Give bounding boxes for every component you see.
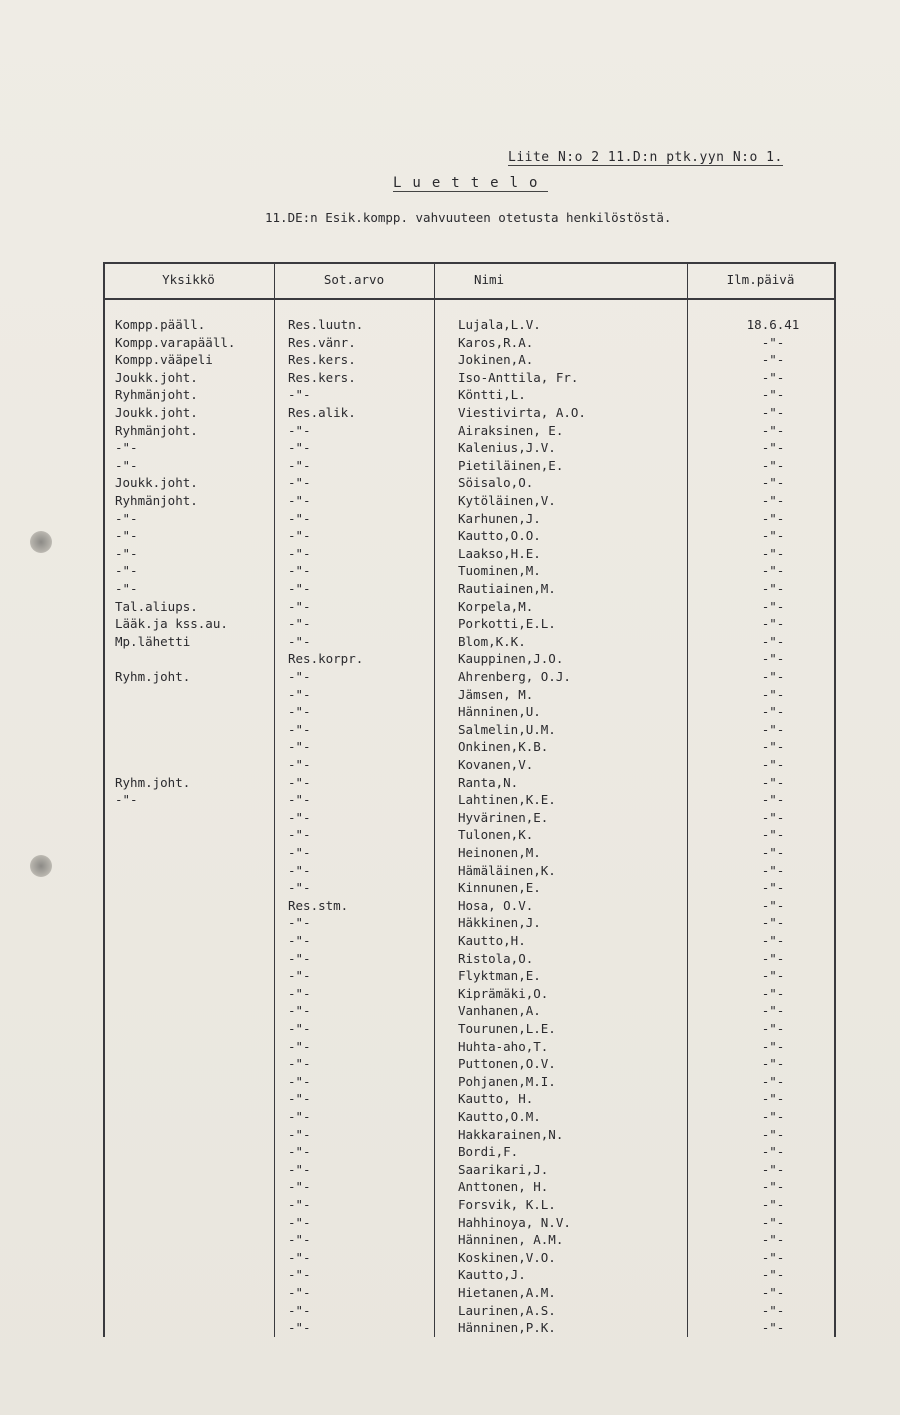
cell-date: -"- <box>761 387 785 403</box>
cell-unit: Mp.lähetti <box>115 633 191 649</box>
cell-name: Kautto,H. <box>458 933 526 948</box>
cell-date: -"- <box>761 721 785 737</box>
table-row <box>103 845 836 863</box>
header-unit: Yksikkö <box>162 272 215 287</box>
cell-name: Hosa, O.V. <box>458 897 534 913</box>
cell-unit: Ryhm.joht. <box>115 669 191 684</box>
cell-unit: -"- <box>115 440 138 456</box>
header-rank: Sot.arvo <box>323 272 385 287</box>
cell-name: Puttonen,O.V. <box>458 1056 556 1072</box>
cell-rank: -"- <box>288 1179 311 1195</box>
table-row <box>103 722 836 740</box>
cell-name: Tourunen,L.E. <box>458 1021 556 1036</box>
table-top-rule <box>103 262 836 264</box>
cell-unit: Ryhmänjoht. <box>115 422 198 438</box>
cell-rank: -"- <box>288 1302 311 1318</box>
cell-rank: -"- <box>288 563 311 579</box>
table-row <box>103 1215 836 1233</box>
cell-date: -"- <box>761 1267 785 1283</box>
cell-name: Hänninen,U. <box>458 704 541 720</box>
cell-date: -"- <box>761 1320 785 1336</box>
cell-unit: Ryhm.joht. <box>115 774 191 790</box>
cell-date: -"- <box>761 422 785 438</box>
cell-date: -"- <box>761 1161 785 1177</box>
table-row <box>103 1250 836 1268</box>
cell-name: Onkinen,K.B. <box>458 739 549 755</box>
cell-name: Pietiläinen,E. <box>458 457 564 473</box>
header-name: Nimi <box>473 272 505 287</box>
document-subtitle: 11.DE:n Esik.kompp. vahvuuteen otetusta henkilöstöstä. <box>265 210 672 225</box>
table-row <box>103 951 836 969</box>
cell-rank: -"- <box>288 1232 311 1248</box>
cell-date: -"- <box>761 686 785 702</box>
table-row <box>103 335 836 353</box>
cell-name: Kalenius,J.V. <box>458 440 556 456</box>
cell-name: Tulonen,K. <box>458 827 534 843</box>
cell-name: Karhunen,J. <box>458 510 541 526</box>
cell-name: Karos,R.A. <box>458 334 534 350</box>
cell-name: Flyktman,E. <box>458 968 541 984</box>
cell-date: -"- <box>761 1126 785 1142</box>
table-row <box>103 915 836 933</box>
cell-name: Ristola,O. <box>458 950 534 966</box>
cell-name: Saarikari,J. <box>458 1161 549 1177</box>
cell-name: Anttonen, H. <box>458 1179 549 1195</box>
cell-name: Kautto,O.O. <box>458 528 541 544</box>
personnel-table <box>103 262 836 1337</box>
cell-rank: -"- <box>288 757 311 772</box>
cell-rank: -"- <box>288 1214 311 1230</box>
table-row <box>103 775 836 793</box>
table-row <box>103 986 836 1004</box>
cell-rank: -"- <box>288 1126 311 1142</box>
cell-date: -"- <box>761 739 785 755</box>
cell-rank: -"- <box>288 809 311 825</box>
table-row <box>103 546 836 564</box>
cell-rank: -"- <box>288 1056 311 1072</box>
table-row <box>103 1127 836 1145</box>
cell-rank: Res.korpr. <box>288 651 364 667</box>
table-row <box>103 1003 836 1021</box>
cell-rank: -"- <box>288 457 311 473</box>
cell-name: Kautto,J. <box>458 1267 526 1283</box>
cell-name: Lahtinen,K.E. <box>458 792 556 808</box>
table-row <box>103 387 836 405</box>
cell-date: -"- <box>761 510 785 526</box>
cell-name: Pohjanen,M.I. <box>458 1073 556 1089</box>
cell-date: -"- <box>761 1073 785 1089</box>
cell-rank: -"- <box>288 774 311 790</box>
cell-name: Kautto, H. <box>458 1091 534 1107</box>
cell-name: Hahhinoya, N.V. <box>458 1214 571 1230</box>
cell-rank: -"- <box>288 792 311 808</box>
table-row <box>103 739 836 757</box>
cell-name: Koskinen,V.O. <box>458 1249 556 1265</box>
cell-rank: -"- <box>288 1091 311 1107</box>
punch-hole <box>30 855 52 877</box>
cell-rank: -"- <box>288 1249 311 1265</box>
table-row <box>103 599 836 617</box>
cell-date: -"- <box>761 651 785 667</box>
cell-rank: -"- <box>288 950 311 966</box>
table-row <box>103 493 836 511</box>
table-row <box>103 651 836 669</box>
cell-date: -"- <box>761 1109 785 1124</box>
cell-date: -"- <box>761 493 785 508</box>
table-row <box>103 669 836 687</box>
cell-rank: -"- <box>288 598 311 614</box>
table-row <box>103 1021 836 1039</box>
table-row <box>103 581 836 599</box>
cell-rank: -"- <box>288 475 311 491</box>
cell-date: -"- <box>761 792 785 808</box>
table-row <box>103 317 836 335</box>
table-row <box>103 1091 836 1109</box>
cell-name: Porkotti,E.L. <box>458 616 556 632</box>
table-row <box>103 511 836 529</box>
cell-date: -"- <box>761 985 785 1001</box>
cell-name: Hänninen, A.M. <box>458 1232 564 1248</box>
cell-date: -"- <box>761 669 785 684</box>
cell-date: -"- <box>761 352 785 368</box>
cell-rank: -"- <box>288 1003 311 1019</box>
cell-rank: -"- <box>288 1038 311 1054</box>
cell-rank: Res.kers. <box>288 352 356 368</box>
cell-date: -"- <box>761 809 785 825</box>
table-row <box>103 1179 836 1197</box>
cell-date: -"- <box>761 968 785 984</box>
table-row <box>103 827 836 845</box>
cell-name: Kauppinen,J.O. <box>458 651 564 667</box>
cell-name: Söisalo,O. <box>458 475 534 491</box>
table-row <box>103 704 836 722</box>
cell-date: -"- <box>761 1003 785 1019</box>
cell-rank: -"- <box>288 493 311 508</box>
cell-rank: -"- <box>288 528 311 544</box>
cell-date: -"- <box>761 774 785 790</box>
table-row <box>103 810 836 828</box>
cell-rank: Res.vänr. <box>288 334 356 350</box>
document-title: Luettelo <box>393 175 549 191</box>
cell-rank: -"- <box>288 686 311 702</box>
cell-unit: Kompp.vääpeli <box>115 352 213 368</box>
cell-unit: -"- <box>115 510 138 526</box>
cell-rank: -"- <box>288 880 311 896</box>
cell-rank: -"- <box>288 1161 311 1177</box>
cell-rank: Res.kers. <box>288 369 356 385</box>
cell-name: Laakso,H.E. <box>458 545 541 561</box>
cell-rank: -"- <box>288 915 311 931</box>
cell-name: Lujala,L.V. <box>458 317 541 332</box>
cell-date: -"- <box>761 1091 785 1107</box>
punch-hole <box>30 531 52 553</box>
cell-date: -"- <box>761 633 785 649</box>
cell-name: Kautto,O.M. <box>458 1109 541 1124</box>
cell-name: Laurinen,A.S. <box>458 1302 556 1318</box>
table-row <box>103 423 836 441</box>
cell-name: Salmelin,U.M. <box>458 721 556 737</box>
cell-rank: -"- <box>288 933 311 948</box>
cell-date: -"- <box>761 757 785 772</box>
cell-date: -"- <box>761 581 785 596</box>
table-row <box>103 1162 836 1180</box>
cell-rank: -"- <box>288 739 311 755</box>
cell-unit: Joukk.joht. <box>115 405 198 420</box>
cell-name: Hämäläinen,K. <box>458 862 556 878</box>
cell-date: -"- <box>761 405 785 420</box>
cell-name: Hyvärinen,E. <box>458 809 549 825</box>
attachment-reference: Liite N:o 2 11.D:n ptk.yyn N:o 1. <box>508 150 783 165</box>
table-row <box>103 687 836 705</box>
cell-unit: Ryhmänjoht. <box>115 493 198 508</box>
cell-rank: -"- <box>288 968 311 984</box>
cell-name: Hietanen,A.M. <box>458 1285 556 1300</box>
cell-unit: Joukk.joht. <box>115 475 198 491</box>
table-row <box>103 1074 836 1092</box>
table-row <box>103 352 836 370</box>
cell-date: -"- <box>761 1197 785 1212</box>
table-row <box>103 405 836 423</box>
cell-date: -"- <box>761 1056 785 1072</box>
table-row <box>103 1303 836 1321</box>
cell-name: Köntti,L. <box>458 387 526 403</box>
cell-unit: Kompp.pääll. <box>115 317 206 332</box>
table-row <box>103 458 836 476</box>
cell-name: Bordi,F. <box>458 1144 519 1160</box>
cell-date: -"- <box>761 475 785 491</box>
cell-rank: -"- <box>288 422 311 438</box>
cell-date: -"- <box>761 1038 785 1054</box>
cell-name: Häkkinen,J. <box>458 915 541 931</box>
cell-rank: -"- <box>288 1197 311 1212</box>
cell-name: Ranta,N. <box>458 774 519 790</box>
cell-rank: -"- <box>288 827 311 843</box>
table-row <box>103 1144 836 1162</box>
cell-rank: -"- <box>288 616 311 632</box>
cell-date: -"- <box>761 457 785 473</box>
cell-rank: -"- <box>288 545 311 561</box>
cell-name: Rautiainen,M. <box>458 581 556 596</box>
cell-name: Heinonen,M. <box>458 845 541 860</box>
cell-rank: -"- <box>288 1109 311 1124</box>
cell-date: -"- <box>761 1021 785 1036</box>
cell-name: Vanhanen,A. <box>458 1003 541 1019</box>
cell-rank: -"- <box>288 862 311 878</box>
cell-unit: Kompp.varapääll. <box>115 334 236 350</box>
cell-rank: -"- <box>288 1144 311 1160</box>
cell-name: Korpela,M. <box>458 598 534 614</box>
table-row <box>103 933 836 951</box>
cell-name: Jämsen, M. <box>458 686 534 702</box>
cell-date: -"- <box>761 545 785 561</box>
table-row <box>103 1056 836 1074</box>
cell-name: Blom,K.K. <box>458 633 526 649</box>
cell-rank: -"- <box>288 721 311 737</box>
cell-unit: -"- <box>115 545 138 561</box>
cell-date: -"- <box>761 862 785 878</box>
cell-rank: -"- <box>288 581 311 596</box>
cell-unit: -"- <box>115 563 138 579</box>
cell-unit: -"- <box>115 457 138 473</box>
cell-date: -"- <box>761 369 785 385</box>
table-row <box>103 563 836 581</box>
cell-unit: Ryhmänjoht. <box>115 387 198 403</box>
cell-rank: -"- <box>288 845 311 860</box>
table-row <box>103 440 836 458</box>
cell-unit: Joukk.joht. <box>115 369 198 385</box>
cell-rank: -"- <box>288 669 311 684</box>
cell-rank: -"- <box>288 510 311 526</box>
cell-name: Hänninen,P.K. <box>458 1320 556 1336</box>
table-row <box>103 475 836 493</box>
table-row <box>103 898 836 916</box>
cell-name: Kytöläinen,V. <box>458 493 556 508</box>
cell-rank: Res.luutn. <box>288 317 364 332</box>
table-row <box>103 634 836 652</box>
table-header-rule <box>103 298 836 300</box>
table-row <box>103 757 836 775</box>
cell-unit: Tal.aliups. <box>115 598 198 614</box>
cell-date: -"- <box>761 598 785 614</box>
cell-date: 18.6.41 <box>746 317 800 332</box>
table-row <box>103 1232 836 1250</box>
cell-date: -"- <box>761 827 785 843</box>
header-date: Ilm.päivä <box>726 272 795 287</box>
table-row <box>103 1039 836 1057</box>
cell-unit: -"- <box>115 581 138 596</box>
cell-name: Kinnunen,E. <box>458 880 541 896</box>
cell-date: -"- <box>761 845 785 860</box>
cell-rank: Res.stm. <box>288 897 349 913</box>
table-row <box>103 1197 836 1215</box>
cell-name: Ahrenberg, O.J. <box>458 669 571 684</box>
cell-date: -"- <box>761 933 785 948</box>
cell-rank: -"- <box>288 440 311 456</box>
cell-name: Viestivirta, A.O. <box>458 405 586 420</box>
cell-date: -"- <box>761 1249 785 1265</box>
cell-name: Jokinen,A. <box>458 352 534 368</box>
cell-date: -"- <box>761 1144 785 1160</box>
cell-name: Tuominen,M. <box>458 563 541 579</box>
cell-date: -"- <box>761 528 785 544</box>
table-row <box>103 880 836 898</box>
cell-name: Huhta-aho,T. <box>458 1038 549 1054</box>
cell-rank: -"- <box>288 985 311 1001</box>
cell-unit: Lääk.ja kss.au. <box>115 616 228 632</box>
table-row <box>103 1320 836 1338</box>
cell-unit: -"- <box>115 528 138 544</box>
cell-date: -"- <box>761 915 785 931</box>
cell-rank: -"- <box>288 1021 311 1036</box>
cell-date: -"- <box>761 1232 785 1248</box>
table-row <box>103 792 836 810</box>
table-row <box>103 1109 836 1127</box>
cell-date: -"- <box>761 563 785 579</box>
cell-name: Airaksinen, E. <box>458 422 564 438</box>
cell-date: -"- <box>761 950 785 966</box>
cell-date: -"- <box>761 1179 785 1195</box>
table-row <box>103 968 836 986</box>
cell-name: Kovanen,V. <box>458 757 534 772</box>
cell-date: -"- <box>761 704 785 720</box>
table-row <box>103 370 836 388</box>
cell-date: -"- <box>761 1285 785 1300</box>
table-row <box>103 1267 836 1285</box>
table-row <box>103 616 836 634</box>
cell-date: -"- <box>761 880 785 896</box>
cell-name: Iso-Anttila, Fr. <box>458 369 579 385</box>
cell-rank: -"- <box>288 387 311 403</box>
cell-name: Forsvik, K.L. <box>458 1197 556 1212</box>
cell-rank: -"- <box>288 1320 311 1336</box>
cell-date: -"- <box>761 616 785 632</box>
cell-date: -"- <box>761 1214 785 1230</box>
cell-rank: -"- <box>288 704 311 720</box>
cell-rank: -"- <box>288 633 311 649</box>
cell-name: Kiprämäki,O. <box>458 985 549 1001</box>
table-row <box>103 863 836 881</box>
table-row <box>103 528 836 546</box>
table-row <box>103 1285 836 1303</box>
cell-date: -"- <box>761 897 785 913</box>
cell-name: Hakkarainen,N. <box>458 1126 564 1142</box>
cell-rank: -"- <box>288 1285 311 1300</box>
cell-rank: -"- <box>288 1073 311 1089</box>
cell-date: -"- <box>761 1302 785 1318</box>
cell-rank: Res.alik. <box>288 405 356 420</box>
cell-date: -"- <box>761 334 785 350</box>
cell-date: -"- <box>761 440 785 456</box>
cell-unit: -"- <box>115 792 138 808</box>
cell-rank: -"- <box>288 1267 311 1283</box>
